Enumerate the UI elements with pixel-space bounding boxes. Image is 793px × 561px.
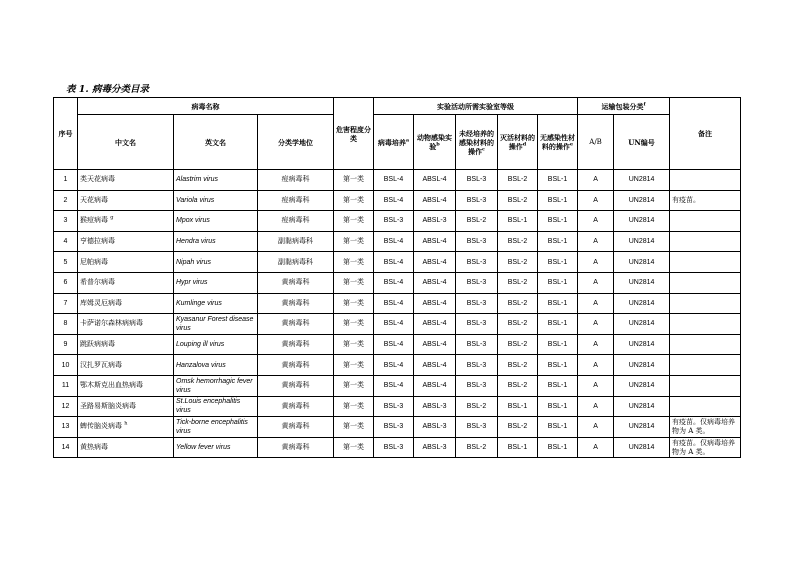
cell-un: UN2814 [614,252,670,273]
cell-noninfectious: BSL-1 [538,211,578,232]
cell-no: 10 [54,355,78,376]
cell-animal: ABSL-4 [414,293,456,314]
cell-family: 副黏病毒科 [258,252,334,273]
cell-family: 黄病毒科 [258,293,334,314]
cell-ab: A [578,190,614,211]
cell-cn-name: 亨德拉病毒 [78,231,174,252]
cell-culture: BSL-4 [374,231,414,252]
cell-inactivated: BSL-2 [498,190,538,211]
cell-family: 痘病毒科 [258,211,334,232]
cell-uncultured: BSL-3 [456,190,498,211]
cell-animal: ABSL-4 [414,272,456,293]
cell-uncultured: BSL-2 [456,396,498,417]
cell-ab: A [578,355,614,376]
table-caption: 表 1. 病毒分类目录 [66,84,150,95]
cell-en-name: Hanzalova virus [174,355,258,376]
header-row-1 [54,98,741,115]
cell-uncultured: BSL-3 [456,417,498,438]
cell-hazard: 第一类 [334,417,374,438]
cell-note [670,334,741,355]
cell-cn-name: 鄂木斯克出血热病毒 [78,375,174,396]
cell-hazard: 第一类 [334,190,374,211]
header-uncultured: 未经培养的感染材料的操作$^c$ [456,115,498,170]
cell-note [670,396,741,417]
cell-cn-name: 跳跃病病毒 [78,334,174,355]
cell-culture: BSL-4 [374,190,414,211]
header-hazard: 危害程度分类 [334,98,374,170]
cell-note [670,211,741,232]
cell-en-name: Hendra virus [174,231,258,252]
cell-en-name: Louping ill virus [174,334,258,355]
cell-en-name: Tick-borne encephalitis virus [174,417,258,438]
cell-uncultured: BSL-3 [456,293,498,314]
header-noninfectious: 无感染性材料的操作$^e$ [538,115,578,170]
cell-animal: ABSL-4 [414,190,456,211]
cell-uncultured: BSL-3 [456,272,498,293]
table-row [54,170,741,191]
cell-noninfectious: BSL-1 [538,355,578,376]
cell-un: UN2814 [614,355,670,376]
table-row [54,272,741,293]
cell-un: UN2814 [614,211,670,232]
cell-ab: A [578,417,614,438]
header-seq: 序号 [54,98,78,170]
header-ab: A/B [578,115,614,170]
cell-culture: BSL-4 [374,355,414,376]
cell-ab: A [578,252,614,273]
cell-animal: ABSL-4 [414,314,456,335]
cell-animal: ABSL-3 [414,211,456,232]
header-en-name: 英文名 [174,115,258,170]
cell-uncultured: BSL-3 [456,231,498,252]
cell-family: 黄病毒科 [258,417,334,438]
cell-uncultured: BSL-3 [456,375,498,396]
header-remarks: 备注 [670,98,741,170]
cell-animal: ABSL-4 [414,334,456,355]
cell-note [670,375,741,396]
header-virus-name: 病毒名称 [78,98,334,115]
header-un: UN编号 [614,115,670,170]
cell-uncultured: BSL-3 [456,252,498,273]
cell-cn-name: 希普尔病毒 [78,272,174,293]
table-row [54,211,741,232]
cell-no: 1 [54,170,78,191]
cell-en-name: Mpox virus [174,211,258,232]
cell-animal: ABSL-3 [414,437,456,458]
cell-note: 有疫苗。 [670,190,741,211]
cell-animal: ABSL-4 [414,355,456,376]
cell-family: 痘病毒科 [258,170,334,191]
cell-animal: ABSL-4 [414,252,456,273]
header-row-2 [54,115,741,170]
cell-en-name: St.Louis encephalitis virus [174,396,258,417]
cell-noninfectious: BSL-1 [538,272,578,293]
cell-note [670,170,741,191]
cell-cn-name: 圣路易斯脑炎病毒 [78,396,174,417]
cell-note: 有疫苗。仅病毒培养物为 A 类。 [670,417,741,438]
cell-hazard: 第一类 [334,355,374,376]
cell-no: 2 [54,190,78,211]
cell-culture: BSL-3 [374,417,414,438]
cell-un: UN2814 [614,272,670,293]
cell-inactivated: BSL-1 [498,211,538,232]
cell-en-name: Variola virus [174,190,258,211]
cell-note [670,272,741,293]
cell-cn-name: 黄热病毒 [78,437,174,458]
cell-uncultured: BSL-3 [456,355,498,376]
cell-un: UN2814 [614,396,670,417]
cell-family: 黄病毒科 [258,396,334,417]
cell-culture: BSL-4 [374,170,414,191]
cell-en-name: Yellow fever virus [174,437,258,458]
cell-animal: ABSL-4 [414,231,456,252]
table-row [54,355,741,376]
table-row [54,252,741,273]
cell-ab: A [578,170,614,191]
cell-ab: A [578,437,614,458]
cell-cn-name: 天花病毒 [78,190,174,211]
cell-hazard: 第一类 [334,272,374,293]
cell-culture: BSL-4 [374,272,414,293]
cell-family: 黄病毒科 [258,272,334,293]
cell-noninfectious: BSL-1 [538,252,578,273]
table-body [54,170,741,458]
cell-noninfectious: BSL-1 [538,170,578,191]
table-row [54,396,741,417]
cell-hazard: 第一类 [334,314,374,335]
cell-cn-name: 汉扎罗瓦病毒 [78,355,174,376]
cell-note [670,293,741,314]
cell-inactivated: BSL-2 [498,314,538,335]
cell-cn-name: 卡萨诺尔森林病病毒 [78,314,174,335]
cell-cn-name: 类天花病毒 [78,170,174,191]
cell-culture: BSL-4 [374,334,414,355]
table-row [54,293,741,314]
header-inactivated: 灭活材料的操作$^d$ [498,115,538,170]
cell-ab: A [578,293,614,314]
cell-inactivated: BSL-2 [498,375,538,396]
cell-noninfectious: BSL-1 [538,437,578,458]
cell-family: 黄病毒科 [258,314,334,335]
cell-en-name: Alastrim virus [174,170,258,191]
cell-inactivated: BSL-2 [498,272,538,293]
cell-no: 11 [54,375,78,396]
cell-note [670,314,741,335]
cell-un: UN2814 [614,293,670,314]
cell-noninfectious: BSL-1 [538,293,578,314]
cell-hazard: 第一类 [334,170,374,191]
cell-noninfectious: BSL-1 [538,314,578,335]
cell-en-name: Kyasanur Forest disease virus [174,314,258,335]
cell-animal: ABSL-4 [414,375,456,396]
cell-noninfectious: BSL-1 [538,375,578,396]
cell-hazard: 第一类 [334,437,374,458]
cell-inactivated: BSL-2 [498,231,538,252]
cell-en-name: Omsk hemorrhagic fever virus [174,375,258,396]
cell-hazard: 第一类 [334,252,374,273]
cell-cn-name: 尼帕病毒 [78,252,174,273]
cell-un: UN2814 [614,417,670,438]
cell-note [670,355,741,376]
cell-ab: A [578,314,614,335]
cell-uncultured: BSL-3 [456,314,498,335]
cell-no: 4 [54,231,78,252]
cell-hazard: 第一类 [334,334,374,355]
cell-culture: BSL-4 [374,252,414,273]
cell-inactivated: BSL-2 [498,417,538,438]
cell-hazard: 第一类 [334,396,374,417]
cell-culture: BSL-3 [374,396,414,417]
cell-no: 7 [54,293,78,314]
cell-ab: A [578,396,614,417]
header-animal: 动物感染实验$^b$ [414,115,456,170]
cell-un: UN2814 [614,170,670,191]
cell-noninfectious: BSL-1 [538,231,578,252]
cell-family: 黄病毒科 [258,334,334,355]
table-row [54,417,741,438]
cell-uncultured: BSL-2 [456,437,498,458]
cell-noninfectious: BSL-1 [538,417,578,438]
header-culture: 病毒培养$^a$ [374,115,414,170]
cell-un: UN2814 [614,437,670,458]
table-row [54,190,741,211]
cell-un: UN2814 [614,334,670,355]
cell-family: 黄病毒科 [258,375,334,396]
header-transport: 运输包装分类$^f$ [578,98,670,115]
cell-inactivated: BSL-2 [498,334,538,355]
cell-inactivated: BSL-1 [498,396,538,417]
cell-no: 6 [54,272,78,293]
cell-note [670,231,741,252]
cell-inactivated: BSL-1 [498,437,538,458]
cell-cn-name: 蜱传脑炎病毒 $^h$ [78,417,174,438]
cell-cn-name: 库姆灵厄病毒 [78,293,174,314]
cell-ab: A [578,211,614,232]
cell-note [670,252,741,273]
cell-en-name: Nipah virus [174,252,258,273]
cell-noninfectious: BSL-1 [538,334,578,355]
cell-un: UN2814 [614,375,670,396]
virus-classification-table [53,97,741,458]
cell-culture: BSL-3 [374,437,414,458]
cell-animal: ABSL-3 [414,417,456,438]
cell-animal: ABSL-4 [414,170,456,191]
cell-un: UN2814 [614,314,670,335]
cell-ab: A [578,375,614,396]
cell-no: 5 [54,252,78,273]
cell-hazard: 第一类 [334,231,374,252]
header-lab-level: 实验活动所需实验室等级 [374,98,578,115]
cell-note: 有疫苗。仅病毒培养物为 A 类。 [670,437,741,458]
table-row [54,314,741,335]
cell-family: 副黏病毒科 [258,231,334,252]
cell-hazard: 第一类 [334,375,374,396]
cell-en-name: Hypr virus [174,272,258,293]
cell-un: UN2814 [614,190,670,211]
cell-inactivated: BSL-2 [498,170,538,191]
cell-culture: BSL-4 [374,375,414,396]
table-row [54,375,741,396]
cell-animal: ABSL-3 [414,396,456,417]
cell-culture: BSL-4 [374,293,414,314]
cell-cn-name: 猴痘病毒 $^g$ [78,211,174,232]
cell-no: 14 [54,437,78,458]
table-row [54,437,741,458]
table-row [54,334,741,355]
cell-inactivated: BSL-2 [498,293,538,314]
cell-noninfectious: BSL-1 [538,190,578,211]
cell-no: 12 [54,396,78,417]
cell-family: 黄病毒科 [258,437,334,458]
cell-inactivated: BSL-2 [498,355,538,376]
cell-noninfectious: BSL-1 [538,396,578,417]
cell-uncultured: BSL-3 [456,170,498,191]
cell-culture: BSL-4 [374,314,414,335]
cell-uncultured: BSL-3 [456,334,498,355]
table-row [54,231,741,252]
cell-inactivated: BSL-2 [498,252,538,273]
cell-un: UN2814 [614,231,670,252]
cell-no: 9 [54,334,78,355]
cell-ab: A [578,334,614,355]
header-taxonomy: 分类学地位 [258,115,334,170]
cell-hazard: 第一类 [334,211,374,232]
cell-family: 痘病毒科 [258,190,334,211]
cell-no: 13 [54,417,78,438]
cell-family: 黄病毒科 [258,355,334,376]
cell-no: 3 [54,211,78,232]
cell-ab: A [578,272,614,293]
header-cn-name: 中文名 [78,115,174,170]
cell-ab: A [578,231,614,252]
cell-hazard: 第一类 [334,293,374,314]
cell-culture: BSL-3 [374,211,414,232]
cell-no: 8 [54,314,78,335]
cell-uncultured: BSL-2 [456,211,498,232]
cell-en-name: Kumlinge virus [174,293,258,314]
